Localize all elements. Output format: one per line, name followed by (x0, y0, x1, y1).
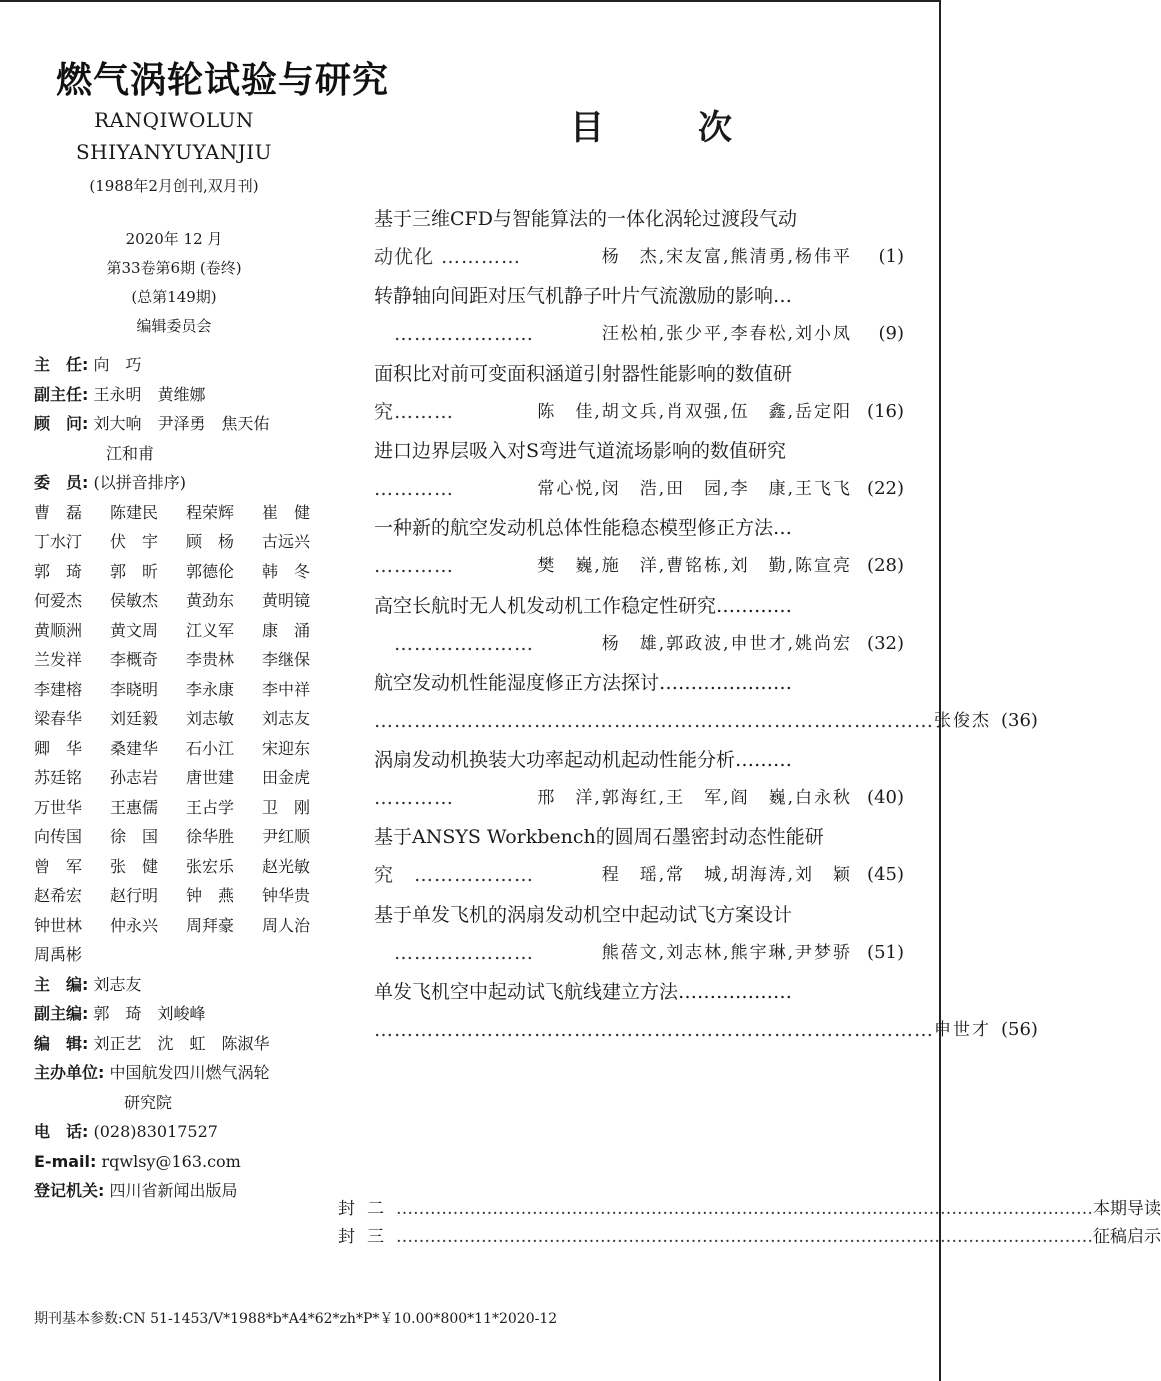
member-name: 石小江 (186, 738, 235, 758)
member-name: 向传国 (34, 827, 83, 846)
toc-entry-title: 基于三维CFD与智能算法的一体化涡轮过渡段气动 (374, 208, 797, 230)
member-row (34, 527, 334, 557)
staff-label: 顾 问: (34, 414, 89, 433)
member-row (34, 645, 334, 675)
member-name: 钟世林 (34, 915, 83, 935)
toc-entry-line (374, 779, 904, 817)
member-name: 唐世建 (186, 768, 235, 787)
staff-value: 江和甫 (106, 443, 155, 463)
member-name: 赵光敏 (262, 856, 311, 876)
staff-value: rqwlsy@163.com (101, 1151, 241, 1171)
toc-entry-title: 面积比对前可变面积涵道引射器性能影响的数值研 (374, 362, 793, 385)
cover-leader: …………………………………………………………………………………………………………… (396, 1199, 1093, 1219)
staff-value: 四川省新闻出版局 (109, 1181, 238, 1200)
total-issue: (总第149期) (131, 288, 217, 306)
toc-page-number: (36) (1001, 709, 1038, 731)
member-name: 李永康 (186, 679, 235, 699)
member-name: 李继保 (262, 650, 311, 669)
member-row (34, 852, 334, 882)
toc-page-number: (22) (867, 477, 904, 499)
staff-value: 刘志友 (93, 974, 142, 994)
member-name: 曾 军 (34, 856, 83, 876)
member-name: 顾 杨 (186, 532, 235, 551)
toc-entry[interactable] (374, 896, 904, 972)
member-name: 万世华 (34, 797, 83, 817)
member-name: 钟华贵 (262, 886, 311, 905)
toc-authors: 陈 佳,胡文兵,肖双强,伍 鑫,岳定阳 (537, 401, 852, 422)
member-name: 刘廷毅 (110, 709, 159, 728)
member-row (34, 822, 334, 852)
journal-title: 燃气涡轮试验与研究 (56, 60, 390, 101)
member-name: 周禹彬 (34, 945, 83, 964)
member-name: 苏廷铭 (34, 768, 83, 787)
member-name: 兰发祥 (34, 650, 83, 669)
staff-advisors-cont (34, 439, 334, 469)
member-name: 李概奇 (110, 650, 159, 669)
toc-authors: 邢 洋,郭海红,王 军,阎 巍,白永秋 (537, 788, 852, 809)
staff-value: 刘正艺 沈 虹 陈淑华 (93, 1033, 270, 1053)
staff-value: 郭 琦 刘峻峰 (93, 1004, 206, 1023)
toc-entry[interactable] (374, 277, 904, 353)
member-name: 康 涌 (262, 620, 311, 640)
staff-label: 委 员: (34, 473, 89, 492)
member-name: 崔 健 (262, 502, 311, 522)
staff-list (34, 350, 334, 1206)
member-name (186, 940, 262, 970)
member-row (34, 675, 334, 705)
cover-list (338, 1195, 1161, 1251)
toc-authors: 熊蓓文,刘志林,熊宇琳,尹梦骄 (601, 942, 852, 963)
toc-entry[interactable] (374, 355, 904, 431)
member-row (34, 557, 334, 587)
page-border-right (939, 0, 941, 1381)
toc-leader: ………………… (374, 323, 535, 346)
member-name: 黄明镜 (262, 591, 311, 610)
toc-authors: 樊 巍,施 洋,曹铭栋,刘 勤,陈宣亮 (537, 556, 852, 577)
journal-founded: (1988年2月创刊,双月刊) (89, 177, 259, 195)
member-name: 李建榕 (34, 679, 83, 699)
toc-leader: ………………………………………………………………………… (374, 709, 934, 732)
toc-entry-line (374, 393, 904, 431)
staff-director (34, 350, 334, 380)
toc-entry[interactable] (374, 741, 904, 817)
toc-entry-line (374, 625, 904, 663)
member-name (262, 940, 338, 970)
staff-label: 电 话: (34, 1122, 89, 1141)
toc-entry-title: 一种新的航空发动机总体性能稳态模型修正方法… (374, 517, 793, 540)
toc-page-number: (16) (867, 400, 904, 422)
staff-value: 中国航发四川燃气涡轮 (109, 1063, 270, 1082)
page-border-top (0, 0, 941, 2)
toc-page-number: (32) (867, 632, 904, 654)
toc-authors: 常心悦,闵 浩,田 园,李 康,王飞飞 (537, 478, 852, 499)
toc-page-number: (56) (1001, 1019, 1038, 1040)
toc-entry[interactable] (374, 432, 904, 508)
staff-chief-editor (34, 970, 334, 1000)
members-grid (34, 498, 334, 970)
toc-entry-line (374, 547, 904, 585)
toc-authors: 程 瑶,常 城,胡海涛,刘 颖 (601, 865, 852, 886)
member-name: 王占学 (186, 797, 235, 817)
member-name: 陈建民 (110, 502, 159, 522)
staff-members-header (34, 468, 334, 498)
toc-entry-title: 航空发动机性能湿度修正方法探讨………………… (374, 671, 793, 694)
toc-leader: 究 ……………… (374, 864, 535, 887)
member-name: 郭德伦 (186, 561, 235, 581)
staff-label: 编 辑: (34, 1033, 89, 1053)
toc-page-number: (9) (878, 323, 904, 345)
member-name (110, 940, 186, 970)
cover-text: 本期导读 (1093, 1199, 1161, 1219)
toc-entry-title: 进口边界层吸入对S弯进气道流场影响的数值研究 (374, 439, 787, 462)
member-row (34, 881, 334, 911)
member-name: 仲永兴 (110, 915, 159, 935)
member-name: 张宏乐 (186, 856, 235, 876)
staff-sponsor-cont (34, 1088, 334, 1118)
toc-page-number: (1) (878, 246, 904, 267)
journal-pinyin-2: SHIYANYUYANJIU (75, 140, 273, 164)
staff-value: (028)83017527 (93, 1122, 218, 1141)
toc-leader: 究……… (374, 400, 455, 423)
member-name: 卿 华 (34, 738, 83, 758)
toc-entry-line (374, 934, 904, 972)
member-name: 张 健 (110, 856, 159, 876)
member-name: 尹红顺 (262, 827, 311, 846)
toc-leader: ………………………………………………………………………… (374, 1019, 934, 1041)
toc-leader: ………… (374, 477, 454, 500)
toc-entry-title: 单发飞机空中起动试飞航线建立方法……………… (374, 981, 793, 1003)
staff-label: 副主编: (34, 1004, 89, 1023)
member-name: 江义军 (186, 620, 235, 640)
member-name: 桑建华 (110, 738, 159, 758)
member-name: 韩 冬 (262, 561, 311, 581)
toc-entry-line (374, 238, 904, 276)
toc-leader: ………… (374, 555, 454, 578)
cover-leader: …………………………………………………………………………………………………………… (396, 1227, 1093, 1247)
toc-leader: ………………… (374, 632, 535, 655)
member-name: 程荣辉 (186, 502, 235, 522)
journal-parameters: 期刊基本参数:CN 51-1453/V*1988*b*A4*62*zh*P*￥10.00*800*11*2020-12 (34, 1311, 558, 1327)
staff-vice-director (34, 380, 334, 410)
staff-value: 研究院 (124, 1092, 173, 1112)
committee-heading: 编辑委员会 (136, 317, 212, 335)
member-name: 李贵林 (186, 650, 235, 669)
toc-entry-line (374, 856, 904, 894)
member-name: 伏 宇 (110, 532, 159, 551)
member-name: 王惠儒 (110, 797, 159, 817)
toc-entry-line (374, 315, 904, 353)
staff-sponsor (34, 1058, 334, 1088)
toc-entry[interactable] (374, 818, 904, 894)
member-name: 李晓明 (110, 679, 159, 699)
toc-entry[interactable] (374, 587, 904, 663)
toc-page-number: (51) (867, 941, 904, 963)
toc-entry-title: 转静轴向间距对压气机静子叶片气流激励的影响… (374, 285, 793, 308)
toc-entry-title: 高空长航时无人机发动机工作稳定性研究………… (374, 594, 793, 617)
toc-authors: 杨 雄,郭政波,申世才,姚尚宏 (601, 633, 852, 654)
staff-value: 王永明 黄维娜 (93, 384, 206, 404)
staff-email (34, 1147, 334, 1177)
member-name: 宋迎东 (262, 738, 311, 758)
member-name: 黄文周 (110, 620, 159, 640)
toc-authors: 汪松柏,张少平,李春松,刘小凤 (601, 324, 852, 345)
cover-row (338, 1223, 1161, 1251)
staff-editors (34, 1029, 334, 1059)
staff-label: 副主任: (34, 384, 89, 404)
toc-entry[interactable] (374, 509, 904, 585)
staff-registration (34, 1176, 334, 1206)
toc-leader: 动优化 ………… (374, 246, 522, 268)
toc-entry[interactable] (374, 664, 1038, 740)
member-name: 刘志友 (262, 709, 311, 728)
toc-entry-line (374, 1011, 1038, 1049)
toc-page-number: (28) (867, 555, 904, 577)
toc-page-number: (40) (867, 787, 904, 809)
member-name: 郭 琦 (34, 561, 83, 581)
member-name: 古远兴 (262, 532, 311, 551)
staff-advisors (34, 409, 334, 439)
cover-text: 征稿启示 (1093, 1227, 1161, 1247)
toc-entry[interactable] (374, 200, 904, 276)
member-name: 侯敏杰 (110, 591, 159, 610)
cover-label: 封三 (338, 1227, 396, 1247)
member-name: 孙志岩 (110, 768, 159, 787)
member-name: 曹 磊 (34, 502, 83, 522)
staff-label: 主办单位: (34, 1063, 105, 1082)
member-name: 周拜豪 (186, 915, 235, 935)
toc-entry-title: 涡扇发动机换装大功率起动机起动性能分析……… (374, 749, 793, 772)
staff-value: 刘大响 尹泽勇 焦天佑 (93, 414, 270, 433)
member-name: 赵希宏 (34, 886, 83, 905)
member-name: 梁春华 (34, 709, 83, 728)
member-name: 何爱杰 (34, 591, 83, 610)
member-name: 黄顺洲 (34, 620, 83, 640)
toc-entry[interactable] (374, 973, 1038, 1049)
member-name: 李中祥 (262, 679, 311, 699)
staff-value: 向 巧 (93, 355, 142, 374)
issue-date: 2020年 12 月 (125, 230, 223, 248)
toc-entry-title: 基于单发飞机的涡扇发动机空中起动试飞方案设计 (374, 903, 793, 926)
member-name: 黄劲东 (186, 591, 235, 610)
member-row (34, 586, 334, 616)
toc-heading: 目 次 (570, 108, 762, 148)
staff-note: (以拼音排序) (93, 473, 186, 492)
member-name: 周人治 (262, 915, 311, 935)
toc-leader: ………… (374, 787, 454, 810)
cover-row (338, 1195, 1161, 1223)
staff-phone (34, 1117, 334, 1147)
staff-deputy-editors (34, 999, 334, 1029)
member-name: 钟 燕 (186, 886, 235, 905)
journal-pinyin-1: RANQIWOLUN (94, 108, 254, 132)
issue-volume: 第33卷第6期 (卷终) (106, 259, 242, 277)
member-name: 郭 昕 (110, 561, 159, 581)
staff-label: 主 编: (34, 974, 89, 994)
cover-label: 封二 (338, 1199, 396, 1219)
member-row (34, 793, 334, 823)
toc-authors: 张俊杰 (934, 710, 991, 731)
member-row (34, 763, 334, 793)
member-row (34, 911, 334, 941)
toc-entry-title: 基于ANSYS Workbench的圆周石墨密封动态性能研 (374, 826, 824, 849)
member-name: 赵行明 (110, 886, 159, 905)
toc-authors: 申世才 (934, 1020, 991, 1040)
member-row (34, 498, 334, 528)
staff-label: E-mail: (34, 1151, 97, 1171)
member-name: 刘志敏 (186, 709, 235, 728)
member-name: 徐华胜 (186, 827, 235, 846)
member-row (34, 734, 334, 764)
toc-leader: ………………… (374, 941, 535, 964)
member-row (34, 616, 334, 646)
toc-page-number: (45) (867, 864, 904, 886)
toc-entry-line (374, 470, 904, 508)
member-name: 卫 刚 (262, 797, 311, 817)
toc-authors: 杨 杰,宋友富,熊清勇,杨伟平 (601, 247, 852, 267)
member-name: 丁水汀 (34, 532, 83, 551)
member-row (34, 704, 334, 734)
toc-entry-line (374, 702, 1038, 740)
member-row (34, 940, 334, 970)
staff-label: 登记机关: (34, 1181, 105, 1200)
staff-label: 主 任: (34, 355, 89, 374)
member-name: 徐 国 (110, 827, 159, 846)
member-name: 田金虎 (262, 768, 311, 787)
